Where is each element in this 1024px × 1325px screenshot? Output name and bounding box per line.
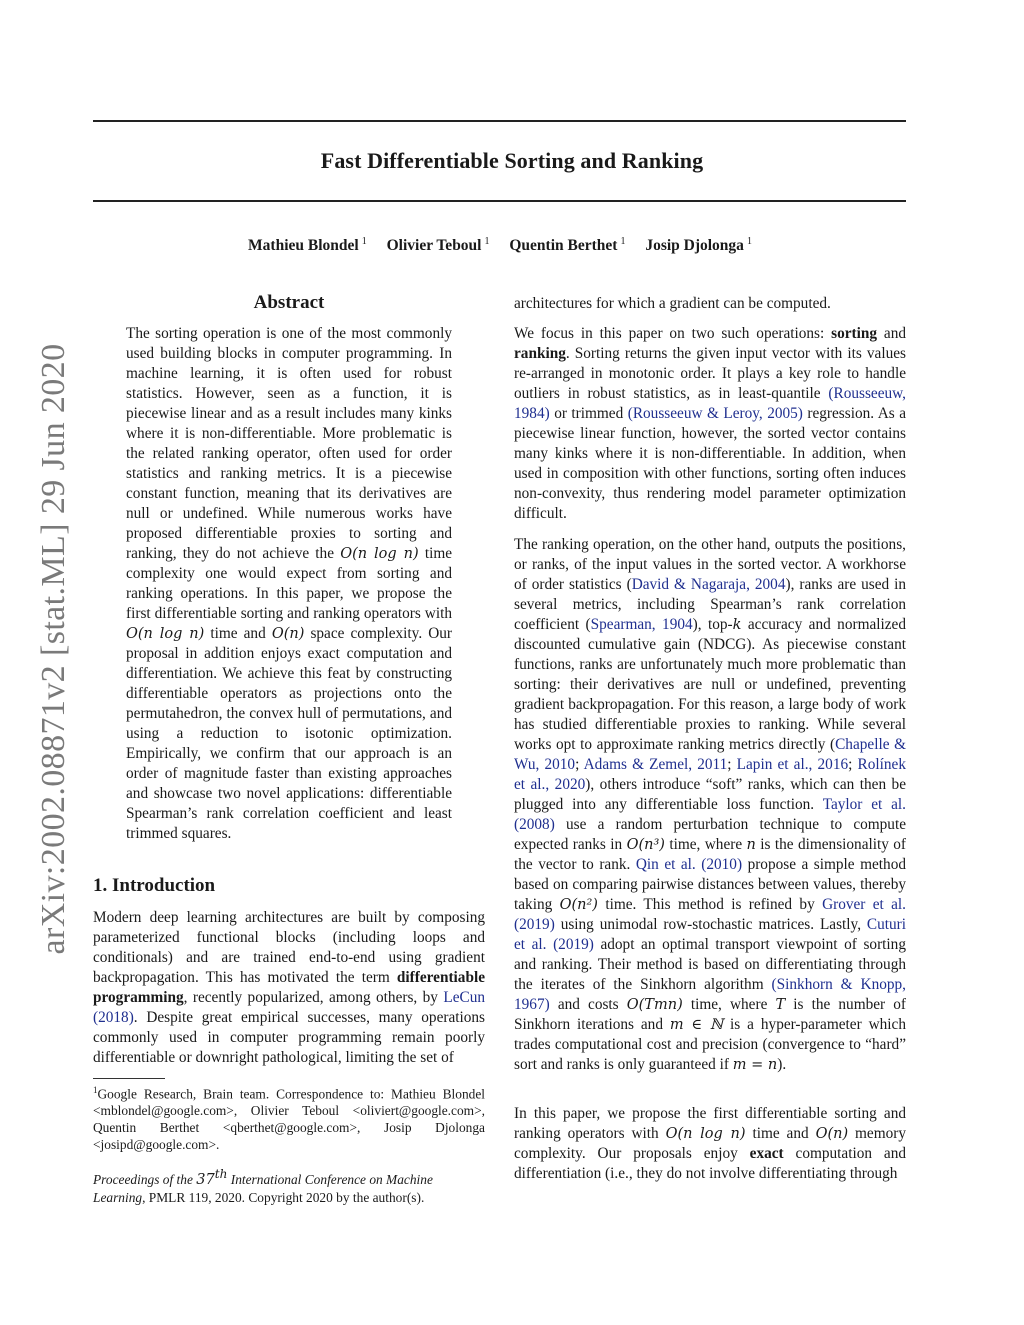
- author-list: [0, 236, 1000, 255]
- footnote-rule: [93, 1078, 165, 1079]
- body-text: time. This method is refined by: [605, 896, 815, 913]
- body-text: is a hyper-parameter which trades computational cost and precision (convergence to “hard” sort and ranks is only guaranteed if: [514, 1016, 906, 1073]
- body-text: propose a simple method based on comparing pairwise distances between values, thereby taking: [514, 856, 906, 913]
- author-affiliation: 1: [484, 236, 490, 247]
- citation-link[interactable]: (Sinkhorn & Knopp, 1967): [514, 976, 906, 1013]
- abstract-heading: Abstract: [253, 292, 325, 313]
- author-name: Quentin Berthet: [509, 237, 618, 255]
- body-text: Modern deep learning architectures are built by composing parameterized functional blocks (including loops and conditionals) and are trained end-to-end using gradient backpropagation. This has motivated the term: [93, 909, 485, 986]
- author-name: Olivier Teboul: [386, 237, 482, 255]
- body-text: computation and differentiation (i.e., they do not involve differentiating through: [514, 1145, 906, 1182]
- citation-link[interactable]: David & Nagaraja, 2004: [631, 576, 786, 593]
- body-text: use a random perturbation technique to compute expected ranks in: [514, 816, 906, 853]
- author: [387, 237, 490, 254]
- author: [645, 237, 752, 254]
- bold-term: exact: [749, 1145, 784, 1162]
- footnote-text: Google Research, Brain team. Correspondence to: Mathieu Blondel <mblondel@google.com>, Olivier Teboul <oliviert@google.com>, Quentin Berthet <qberthet@google.com>, Josip Djolonga <josipd@google.com>.: [93, 1086, 485, 1153]
- citation-link[interactable]: Lapin et al., 2016: [736, 756, 849, 773]
- body-paragraph: architectures for which a gradient can be computed.: [514, 295, 831, 312]
- body-text: time and: [752, 1125, 809, 1142]
- citation-link[interactable]: Cuturi et al. (2019): [514, 916, 907, 953]
- math: O(n): [815, 1126, 849, 1142]
- bold-term: sorting: [831, 325, 878, 342]
- abstract-text: time and: [210, 625, 266, 642]
- paper-title: Fast Differentiable Sorting and Ranking: [320, 148, 704, 173]
- citation-link[interactable]: Qin et al. (2010): [635, 856, 743, 873]
- introduction-paragraph: [93, 908, 485, 1068]
- body-text: ), ranks are used in several metrics, including Spearman’s rank correlation coefficient (: [514, 576, 906, 633]
- math-superscript: th: [214, 1167, 228, 1181]
- math: T: [775, 997, 786, 1013]
- proceedings-note: [93, 1166, 485, 1206]
- body-text: ), top-: [692, 616, 733, 633]
- citation-link[interactable]: Rolínek et al., 2020: [514, 756, 906, 793]
- math: m = n: [732, 1057, 778, 1073]
- citation-link[interactable]: Chapelle & Wu, 2010: [514, 736, 906, 773]
- proceedings-text: Proceedings of the: [93, 1171, 193, 1187]
- math: [196, 1167, 228, 1188]
- body-text: ), others introduce “soft” ranks, which can then be plugged into any differentiable loss function.: [514, 776, 906, 813]
- math: O(n log n): [665, 1126, 746, 1142]
- math: O(n³): [626, 837, 665, 853]
- body-text: time, where: [669, 836, 743, 853]
- body-text: using unimodal row-stochastic matrices. Lastly,: [560, 916, 862, 933]
- body-paragraph: [514, 324, 906, 524]
- title-rule-bottom: [93, 200, 906, 202]
- body-text: In this paper, we propose the first differentiable sorting and ranking operators with: [514, 1105, 906, 1142]
- abstract-text: space complexity. Our proposal in addition enjoys exact computation and differentiation. We achieve this feat by constructing differentiable operators as projections onto the permutahedron, the convex hull of permutations, and using a reduction to isotonic optimization. Empirically, we confirm that our approach is an order of magnitude faster than existing approaches and showcase two novel applications: differentiable Spearman’s rank correlation coefficient and least trimmed squares.: [126, 625, 453, 842]
- body-text: or trimmed: [554, 405, 624, 422]
- math: n: [746, 837, 756, 853]
- author: [248, 237, 367, 254]
- title-rule-top: [93, 120, 906, 122]
- arxiv-identifier: arXiv:2002.08871v2 [stat.ML] 29 Jun 2020: [35, 343, 72, 955]
- math-number: 37: [196, 1171, 215, 1188]
- author: [509, 237, 625, 254]
- citation-link[interactable]: Grover et al. (2019): [514, 896, 907, 933]
- body-text: is the dimensionality of the vector to rank.: [514, 836, 907, 873]
- body-text: We focus in this paper on two such operations:: [514, 325, 825, 342]
- math: k: [732, 617, 742, 633]
- author-name: Josip Djolonga: [645, 237, 744, 255]
- body-text: and costs: [557, 996, 619, 1013]
- body-text: . Despite great empirical successes, many operations commonly used in computer programming remain poorly differentiable or downright pathological, limiting the set of: [93, 1009, 485, 1066]
- author-name: Mathieu Blondel: [248, 237, 359, 255]
- citation-link[interactable]: Spearman, 1904: [590, 616, 693, 633]
- citation-link[interactable]: (Rousseeuw & Leroy, 2005): [627, 405, 803, 422]
- abstract-body: [126, 324, 452, 844]
- math: m ∈ ℕ: [669, 1017, 724, 1033]
- body-text: ).: [777, 1056, 787, 1073]
- author-affiliation: 1: [746, 236, 752, 247]
- body-text: , recently popularized, among others, by: [183, 989, 438, 1006]
- proceedings-text: , PMLR 119, 2020. Copyright 2020 by the author(s).: [142, 1189, 425, 1205]
- affiliation-footnote: [93, 1082, 485, 1153]
- bold-term: ranking: [514, 345, 566, 362]
- author-affiliation: 1: [361, 236, 367, 247]
- math: O(n log n): [340, 546, 419, 562]
- citation-link[interactable]: (Rousseeuw, 1984): [514, 385, 907, 422]
- proceedings-text: International Conference on Machine Learning: [93, 1171, 433, 1205]
- body-text: memory complexity. Our proposals enjoy: [514, 1125, 907, 1162]
- body-text: time, where: [690, 996, 768, 1013]
- math: O(n log n): [126, 626, 205, 642]
- body-text: and: [883, 325, 907, 342]
- math: O(n²): [559, 897, 598, 913]
- introduction-heading: 1. Introduction: [93, 875, 216, 896]
- abstract-text: The sorting operation is one of the most commonly used building blocks in computer programming. In machine learning, it is often used for robust statistics. However, seen as a function, it is piecewise linear and as a result includes many kinks where it is non-differentiable. More problematic is the related ranking operator, often used for order statistics and ranking metrics. It is a piecewise constant function, meaning that its derivatives are null or undefined. While numerous works have proposed differentiable proxies to sorting and ranking, they do not achieve the: [126, 325, 452, 562]
- math: O(Tmn): [626, 997, 683, 1013]
- body-text: regression. As a piecewise linear function, however, the sorted vector contains many kinks where it is non-differentiable. In addition, when used in composition with other functions, sorting often induces non-convexity, thus rendering model parameter optimization difficult.: [514, 405, 906, 522]
- body-text: . Sorting returns the given input vector with its values re-arranged in monotonic order. It plays a key role to handle outliers in robust statistics, as in least-quantile: [514, 345, 906, 402]
- citation-link[interactable]: Taylor et al. (2008): [514, 796, 906, 833]
- body-paragraph: The ranking operation, on the other hand, outputs the positions, or ranks, of the input values in the sorted vector. A workhorse of order statistics (David & Nagaraja, 2004), ranks are used in several metrics, including Spearman’s rank correlation coefficient (Spearman, 1904), top-k accuracy and normalized discounted cumulative gain (NDCG). As piecewise constant functions, ranks are unfortunately much more problematic than sorting: their derivatives are null or undefined, preventing gradient backpropagation. For this reason, a large body of work has studied differentiable proxies to ranking. While several works opt to approximate ranking metrics directly (Chapelle & Wu, 2010; Adams & Zemel, 2011; Lapin et al., 2016; Rolínek et al., 2020), others introduce “soft” ranks, which can then be plugged into any differentiable loss function. Taylor et al. (2008) use a random perturbation technique to compute expected ranks in O(n³) time, where n is the dimensionality of the vector to rank. Qin et al. (2010) propose a simple method based on comparing pairwise distances between values, thereby taking O(n²) time. This method is refined by Grover et al. (2019) using unimodal row-stochastic matrices. Lastly, Cuturi et al. (2019) adopt an optimal transport viewpoint of sorting and ranking. Their method is based on differentiating through the iterates of the Sinkhorn algorithm (Sinkhorn & Knopp, 1967) and costs O(Tmn) time, where T is the number of Sinkhorn iterations and m ∈ ℕ is a hyper-parameter which trades computational cost and precision (convergence to “hard” sort and ranks is only guaranteed if m = n).: [514, 536, 907, 1073]
- citation-link[interactable]: Adams & Zemel, 2011: [583, 756, 728, 773]
- citation-link[interactable]: LeCun (2018): [93, 989, 486, 1026]
- abstract-text: time complexity one would expect from sorting and ranking operations. In this paper, we propose the first differentiable sorting and ranking operators with: [126, 545, 453, 622]
- math: O(n): [271, 626, 305, 642]
- body-text: adopt an optimal transport viewpoint of sorting and ranking. Their method is based on differentiating through the iterates of the Sinkhorn algorithm: [514, 936, 906, 993]
- footnote-mark: 1: [93, 1085, 98, 1095]
- body-text: accuracy and normalized discounted cumulative gain (NDCG). As piecewise constant functions, ranks are unfortunately much more problematic than sorting: their derivatives are null or undefined, preventing gradient backpropagation. For this reason, a large body of work has studied differentiable proxies to ranking. While several works opt to approximate ranking metrics directly (: [514, 616, 906, 753]
- author-affiliation: 1: [620, 236, 626, 247]
- body-text: is the number of Sinkhorn iterations and: [514, 996, 906, 1033]
- body-text: The ranking operation, on the other hand, outputs the positions, or ranks, of the input values in the sorted vector. A workhorse of order statistics (: [514, 536, 906, 593]
- body-paragraph: [514, 1104, 906, 1184]
- bold-term: differentiable programming: [93, 969, 485, 1006]
